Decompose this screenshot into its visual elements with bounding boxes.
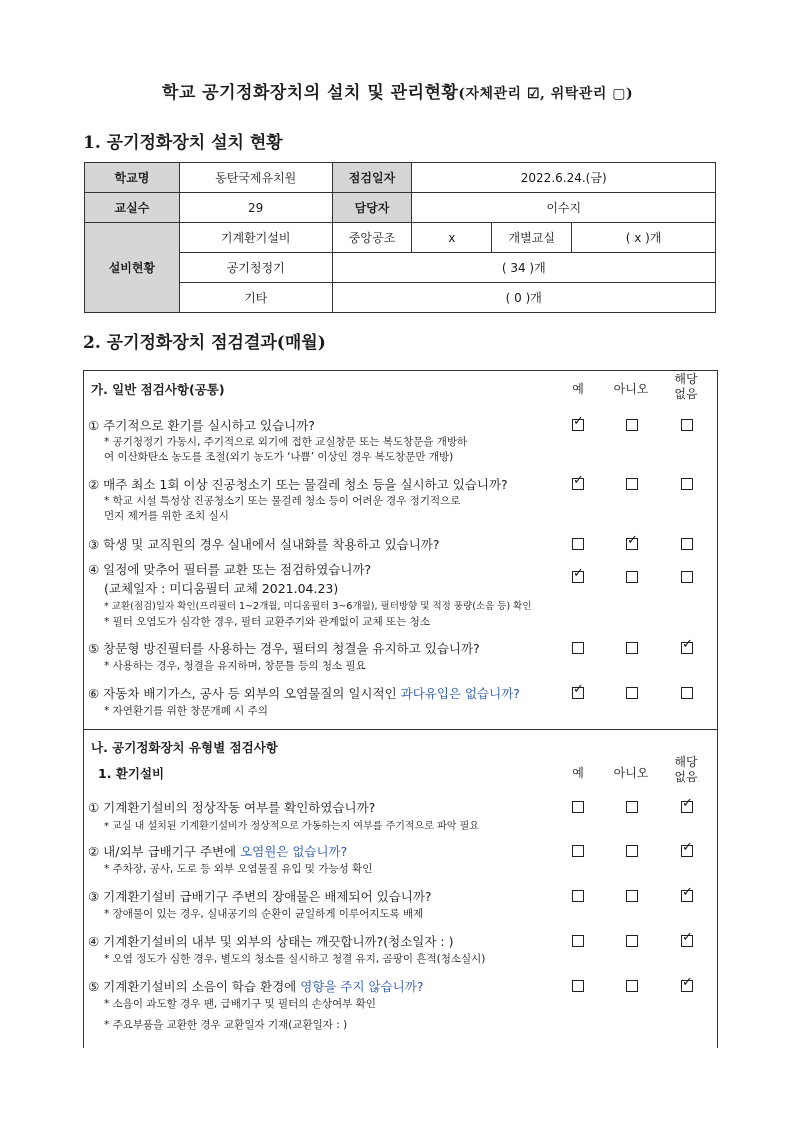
rooms-value: 29 [179, 193, 332, 223]
partA-heading: 가. 일반 점검사항(공통) [91, 382, 225, 397]
note: * 사용하는 경우, 청결을 유지하며, 창문틀 등의 청소 필요 [104, 660, 366, 672]
partB-subheading: 1. 환기설비 [98, 766, 165, 781]
partB-item-3-yes-checkbox[interactable] [572, 890, 584, 902]
equip-label: 설비현황 [85, 223, 180, 313]
partA-item-5-no-checkbox[interactable] [626, 642, 638, 654]
col-no: 아니오 [613, 382, 649, 396]
partB-item-3: ③ 기계환기설비 급배기구 주변의 장애물은 배제되어 있습니까? [88, 889, 432, 904]
partA-item-3: ③ 학생 및 교직원의 경우 실내에서 실내화를 착용하고 있습니까? [88, 537, 440, 552]
note: * 교실 내 설치된 기계환기설비가 정상적으로 가동하는지 여부를 주기적으로 파악 필요 [104, 821, 479, 832]
etc-label: 기타 [179, 283, 332, 313]
partB-item-5-no-checkbox[interactable] [626, 980, 638, 992]
partB-item-4-no-checkbox[interactable] [626, 935, 638, 947]
partA-item-3-no-checkbox[interactable] [626, 538, 638, 550]
installation-table [84, 162, 716, 313]
partA-item-1-na-checkbox[interactable] [681, 419, 693, 431]
note: * 오염 정도가 심한 경우, 별도의 청소를 실시하고 청결 유지, 곰팡이 흔적(청소실시) [104, 953, 486, 965]
partA-item-4-no-checkbox[interactable] [626, 571, 638, 583]
central-label: 중앙공조 [332, 223, 412, 253]
partB-item-4-yes-checkbox[interactable] [572, 935, 584, 947]
partB-item-2-yes-checkbox[interactable] [572, 845, 584, 857]
partA-item-2-no-checkbox[interactable] [626, 478, 638, 490]
note: * 소음이 과도할 경우 팬, 급배기구 및 필터의 손상여부 확인 [104, 998, 376, 1010]
note: * 자연환기를 위한 창문개폐 시 주의 [104, 705, 268, 717]
partB-item-5-na-checkbox[interactable] [681, 980, 693, 992]
col-yes: 예 [572, 382, 584, 396]
indiv-value: ( x )개 [572, 223, 716, 253]
partA-item-4-na-checkbox[interactable] [681, 571, 693, 583]
partA-item-1-no-checkbox[interactable] [626, 419, 638, 431]
partB-item-3-no-checkbox[interactable] [626, 890, 638, 902]
partA-item-4-yes-checkbox[interactable] [572, 571, 584, 583]
manager-label: 담당자 [332, 193, 412, 223]
partB-item-5-yes-checkbox[interactable] [572, 980, 584, 992]
partA-item-6-yes-checkbox[interactable] [572, 687, 584, 699]
note: * 학교 시설 특성상 진공청소기 또는 물걸레 청소 등이 어려운 경우 정기적으로 [104, 495, 461, 507]
partA-item-2-yes-checkbox[interactable] [572, 478, 584, 490]
partB-heading: 나. 공기정화장치 유형별 점검사항 [91, 740, 278, 755]
partA-item-3-na-checkbox[interactable] [681, 538, 693, 550]
partB-item-1: ① 기계환기설비의 정상작동 여부를 확인하였습니까? [88, 800, 376, 815]
school-value: 동탄국제유치원 [179, 163, 332, 193]
purifier-label: 공기청정기 [179, 253, 332, 283]
management-type: (자체관리 ☑, 위탁관리 ▢) [458, 86, 634, 102]
partA-item-6-no-checkbox[interactable] [626, 687, 638, 699]
section2-heading: 2. 공기정화장치 점검결과(매월) [83, 333, 326, 353]
date-label: 점검일자 [332, 163, 412, 193]
partB-item-2-no-checkbox[interactable] [626, 845, 638, 857]
partB-item-1-no-checkbox[interactable] [626, 801, 638, 813]
note: 여 이산화탄소 농도를 조절(외기 농도가 ‘나쁨’ 이상인 경우 복도창문만 개방) [104, 451, 454, 463]
col-no: 아니오 [613, 766, 649, 780]
partA-item-3-yes-checkbox[interactable] [572, 538, 584, 550]
manager-value: 이수지 [412, 193, 716, 223]
date-value: 2022.6.24.(금) [412, 163, 716, 193]
col-na: 해당 없음 [674, 372, 698, 401]
central-value: x [412, 223, 492, 253]
partB-item-5: ⑤ 기계환기설비의 소음이 학습 환경에 영향을 주지 않습니까? [88, 979, 424, 994]
partB-item-4-na-checkbox[interactable] [681, 935, 693, 947]
col-yes: 예 [572, 766, 584, 780]
page-title: 학교 공기정화장치의 설치 및 관리현황(자체관리 ☑, 위탁관리 ▢) [161, 83, 634, 103]
partA-item-2: ② 매주 최소 1회 이상 진공청소기 또는 물걸레 청소 등을 실시하고 있습니까? [88, 477, 508, 492]
purifier-value: ( 34 )개 [332, 253, 715, 283]
note: 먼지 제거를 위한 조치 실시 [104, 510, 229, 522]
partA-item-1: ① 주기적으로 환기를 실시하고 있습니까? [88, 418, 315, 433]
note: * 장애물이 있는 경우, 실내공기의 순환이 균일하게 이루어지도록 배제 [104, 908, 424, 920]
school-label: 학교명 [85, 163, 180, 193]
section1-heading: 1. 공기정화장치 설치 현황 [83, 133, 283, 153]
partB-item-2-na-checkbox[interactable] [681, 845, 693, 857]
rooms-label: 교실수 [85, 193, 180, 223]
partA-item-5-na-checkbox[interactable] [681, 642, 693, 654]
partA-item-6: ⑥ 자동차 배기가스, 공사 등 외부의 오염물질의 일시적인 과다유입은 없습니까? [88, 686, 520, 701]
partA-item-2-na-checkbox[interactable] [681, 478, 693, 490]
partA-item-5-yes-checkbox[interactable] [572, 642, 584, 654]
part-divider [83, 729, 717, 730]
mech-label: 기계환기설비 [179, 223, 332, 253]
note: * 공기청정기 가동시, 주기적으로 외기에 접한 교실창문 또는 복도창문을 개방하 [104, 436, 468, 448]
filter-date: (교체일자 : 미디움필터 교체 2021.04.23) [104, 581, 339, 596]
etc-value: ( 0 )개 [332, 283, 715, 313]
partA-item-5: ⑤ 창문형 방진필터를 사용하는 경우, 필터의 청결을 유지하고 있습니까? [88, 641, 480, 656]
note: * 필터 오염도가 심각한 경우, 필터 교환주기와 관계없이 교체 또는 청소 [104, 616, 430, 628]
partA-item-1-yes-checkbox[interactable] [572, 419, 584, 431]
note: * 교환(점검)일자 확인(프리필터 1~2개월, 미디움필터 3~6개월), 필터방향 및 적정 풍량(소음 등) 확인 [104, 601, 532, 612]
partA-item-6-na-checkbox[interactable] [681, 687, 693, 699]
note: * 주차장, 공사, 도로 등 외부 오염물질 유입 및 가능성 확인 [104, 863, 373, 875]
partB-item-3-na-checkbox[interactable] [681, 890, 693, 902]
note: * 주요부품을 교환한 경우 교환일자 기재(교환일자 : ) [104, 1019, 348, 1031]
partA-item-4: ④ 일정에 맞추어 필터를 교환 또는 점검하였습니까? [88, 562, 372, 577]
col-na: 해당 없음 [674, 755, 698, 784]
partB-item-4: ④ 기계환기설비의 내부 및 외부의 상태는 깨끗합니까?(청소일자 : ) [88, 934, 454, 949]
partB-item-2: ② 내/외부 급배기구 주변에 오염원은 없습니까? [88, 844, 348, 859]
partB-item-1-na-checkbox[interactable] [681, 801, 693, 813]
partB-item-1-yes-checkbox[interactable] [572, 801, 584, 813]
indiv-label: 개별교실 [492, 223, 572, 253]
